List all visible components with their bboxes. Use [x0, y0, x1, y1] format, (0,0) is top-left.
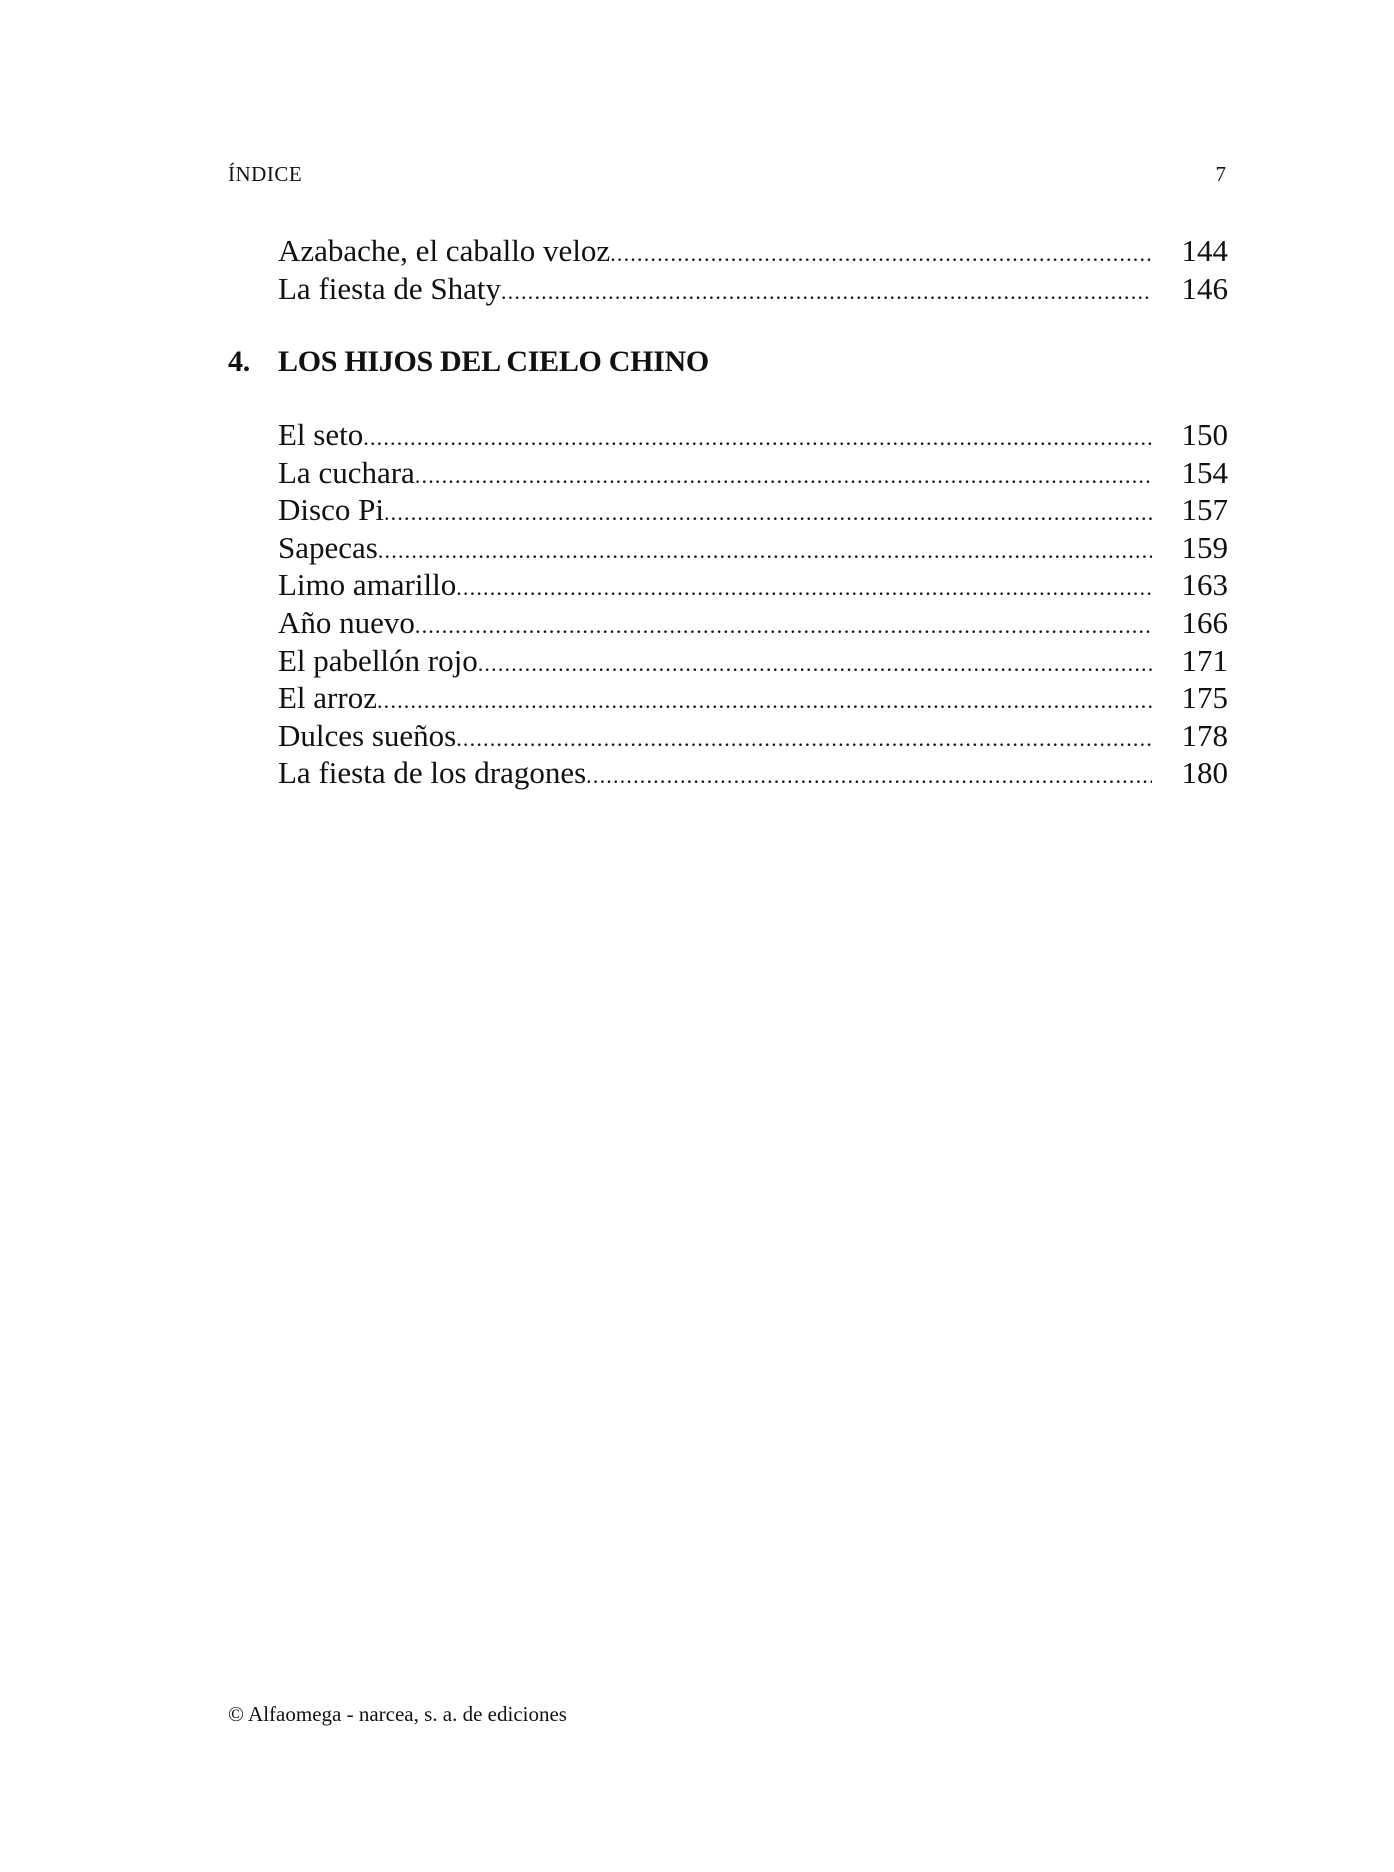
toc-entry-page: 146: [1181, 270, 1228, 306]
toc-entry-title: Disco Pi: [278, 492, 384, 528]
toc-entry-title: Azabache, el caballo veloz: [278, 233, 611, 268]
toc-entry-page: 180: [1181, 755, 1228, 791]
toc-entry-title: La cuchara: [278, 454, 415, 490]
dot-leader: [415, 457, 1152, 495]
toc-entry-page: 154: [1181, 454, 1228, 490]
toc-entry-title: La fiesta de los dragones: [278, 755, 587, 791]
toc-entry-title: El seto: [278, 417, 364, 452]
dot-leader: [363, 419, 1152, 457]
dot-leader: [415, 607, 1152, 645]
toc-entry[interactable]: [228, 416, 1238, 454]
toc-entry-page: 178: [1181, 717, 1228, 753]
dot-leader: [377, 682, 1152, 720]
copyright-footer: © Alfaomega - narcea, s. a. de ediciones: [228, 1702, 567, 1726]
toc-entry-title: Limo amarillo: [278, 567, 457, 603]
toc-entry-page: 150: [1181, 417, 1228, 452]
toc-entry[interactable]: [228, 454, 1238, 492]
section-heading[interactable]: [228, 345, 709, 379]
toc-entry[interactable]: [228, 232, 1238, 270]
dot-leader: [378, 532, 1152, 570]
toc-entry-page: 163: [1181, 567, 1228, 603]
dot-leader: [610, 235, 1152, 273]
toc-entry-page: 166: [1181, 604, 1228, 640]
toc-entry[interactable]: [228, 604, 1238, 642]
toc-entry-title: Año nuevo: [278, 604, 415, 640]
dot-leader: [456, 569, 1152, 607]
toc-entry-title: El arroz: [278, 680, 377, 716]
running-head-title: ÍNDICE: [228, 162, 303, 186]
toc-entry[interactable]: [228, 679, 1238, 717]
toc-entry-page: 159: [1181, 529, 1228, 565]
toc-entry[interactable]: [228, 642, 1238, 680]
section-title: LOS HIJOS DEL CIELO CHINO: [278, 345, 709, 378]
toc-entry-page: 157: [1181, 492, 1228, 528]
toc-entry[interactable]: [228, 566, 1238, 604]
toc-entry-title: El pabellón rojo: [278, 642, 478, 678]
toc-list-continued: [228, 232, 1238, 307]
toc-entry-title: Dulces sueños: [278, 717, 457, 753]
toc-entry-title: La fiesta de Shaty: [278, 270, 501, 306]
running-head: [228, 162, 1226, 192]
toc-entry[interactable]: [228, 717, 1238, 755]
toc-list-section: [228, 416, 1238, 792]
toc-entry[interactable]: [228, 270, 1238, 308]
dot-leader: [586, 757, 1152, 795]
toc-entry-page: 175: [1181, 680, 1228, 716]
toc-entry-title: Sapecas: [278, 529, 378, 565]
section-number: 4.: [228, 345, 250, 378]
toc-entry-page: 144: [1181, 233, 1228, 268]
dot-leader: [478, 645, 1152, 683]
dot-leader: [501, 273, 1152, 311]
toc-entry[interactable]: [228, 754, 1238, 792]
toc-entry[interactable]: [228, 491, 1238, 529]
toc-entry[interactable]: [228, 529, 1238, 567]
dot-leader: [384, 494, 1152, 532]
dot-leader: [456, 720, 1152, 758]
toc-entry-page: 171: [1181, 642, 1228, 678]
page-number: 7: [1215, 162, 1226, 186]
